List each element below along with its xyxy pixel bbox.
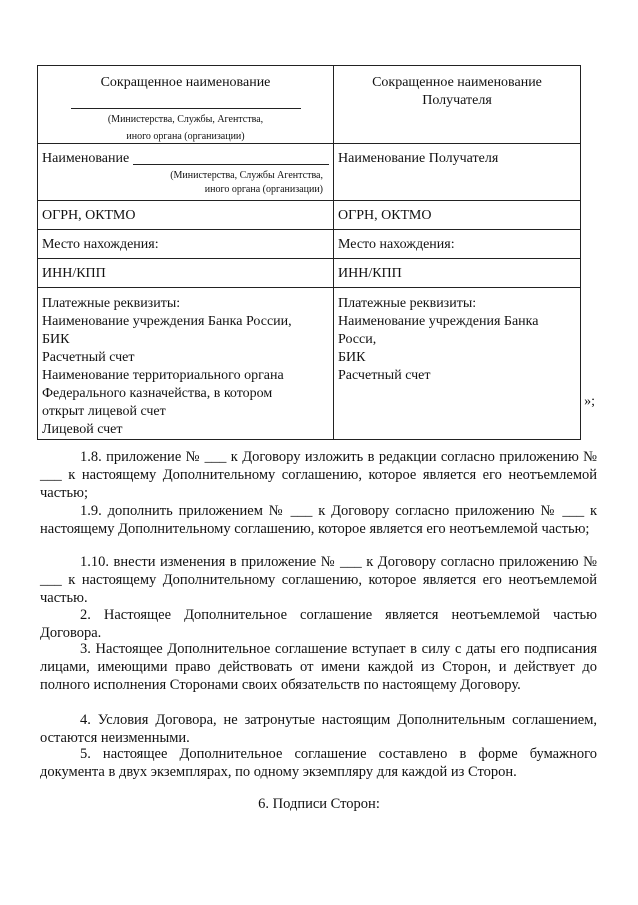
header-right-title-line2: Получателя [422,93,492,108]
closing-quote-mark: »; [584,394,595,409]
location-right-cell [334,230,581,259]
requisites-left-cell [38,288,334,440]
requisites-left-line: открыт лицевой счет [42,404,166,419]
ogrn-right-cell [334,201,581,230]
paragraph-4: 4. Условия Договора, не затронутые настоящим Дополнительным соглашением, остаются неизменными. [40,712,597,746]
requisites-left-line: Платежные реквизиты: [42,296,181,311]
paragraph-3: 3. Настоящее Дополнительное соглашение вступает в силу с даты его подписания лицами, имеющими право действовать от имени каждой из Сторон, и действует до полного исполнения Сторонами своих обязательств по настоящему Договору. [40,641,597,693]
requisites-left-line: Наименование учреждения Банка России, [42,314,292,329]
header-left-title: Сокращенное наименование [100,75,271,90]
inn-left-cell [38,259,334,288]
ogrn-left-cell [38,201,334,230]
name-left-underline [133,164,329,165]
requisites-left-line: Наименование территориального органа [42,368,284,383]
requisites-right-line: Росси, [338,332,377,347]
requisites-left-line: БИК [42,332,70,347]
header-left-underline [71,108,301,109]
requisites-right-line: БИК [338,350,366,365]
requisites-table [37,65,581,440]
inn-left-label: ИНН/КПП [42,266,106,281]
location-right-label: Место нахождения: [338,237,455,252]
header-left-hint-line2: иного органа (организации) [126,131,245,142]
name-left-cell [38,144,334,201]
paragraph-1-10: 1.10. внести изменения в приложение № ___ к Договору согласно приложению № ___ к настоящему Дополнительному соглашению, которое является его неотъемлемой частью. [40,554,597,606]
requisites-right-line: Наименование учреждения Банка [338,314,539,329]
requisites-left-line: Расчетный счет [42,350,135,365]
location-left-label: Место нахождения: [42,237,159,252]
name-left-label: Наименование [42,151,130,166]
inn-right-cell [334,259,581,288]
requisites-right-line: Платежные реквизиты: [338,296,477,311]
name-right-label: Наименование Получателя [338,151,499,166]
requisites-left-line: Лицевой счет [42,422,123,437]
name-left-hint-line2: иного органа (организации) [204,184,323,195]
ogrn-right-label: ОГРН, ОКТМО [338,208,432,223]
inn-right-label: ИНН/КПП [338,266,402,281]
paragraph-1-8: 1.8. приложение № ___ к Договору изложить в редакции согласно приложению № ___ к настоящему Дополнительному соглашению, которое является его неотъемлемой частью; [40,449,597,501]
location-left-cell [38,230,334,259]
section-title-signatures: 6. Подписи Сторон: [258,796,380,812]
requisites-left-line: Федерального казначейства, в котором [42,386,273,401]
header-left-cell [38,66,334,144]
requisites-right-line: Расчетный счет [338,368,431,383]
paragraph-5: 5. настоящее Дополнительное соглашение составлено в форме бумажного документа в двух экземплярах, по одному экземпляру для каждой из Сторон. [40,746,597,780]
header-right-cell [334,66,581,144]
header-left-hint-line1: (Министерства, Службы, Агентства, [107,114,264,125]
ogrn-left-label: ОГРН, ОКТМО [42,208,136,223]
paragraph-2: 2. Настоящее Дополнительное соглашение является неотъемлемой частью Договора. [40,607,597,641]
name-left-hint-line1: (Министерства, Службы Агентства, [170,170,323,181]
requisites-right-cell [334,288,581,440]
paragraph-1-9: 1.9. дополнить приложением № ___ к Договору согласно приложению № ___ к настоящему Дополнительному соглашению, которое является его неотъемлемой частью; [40,503,597,537]
name-right-cell [334,144,581,201]
header-right-title-line1: Сокращенное наименование [372,75,542,90]
